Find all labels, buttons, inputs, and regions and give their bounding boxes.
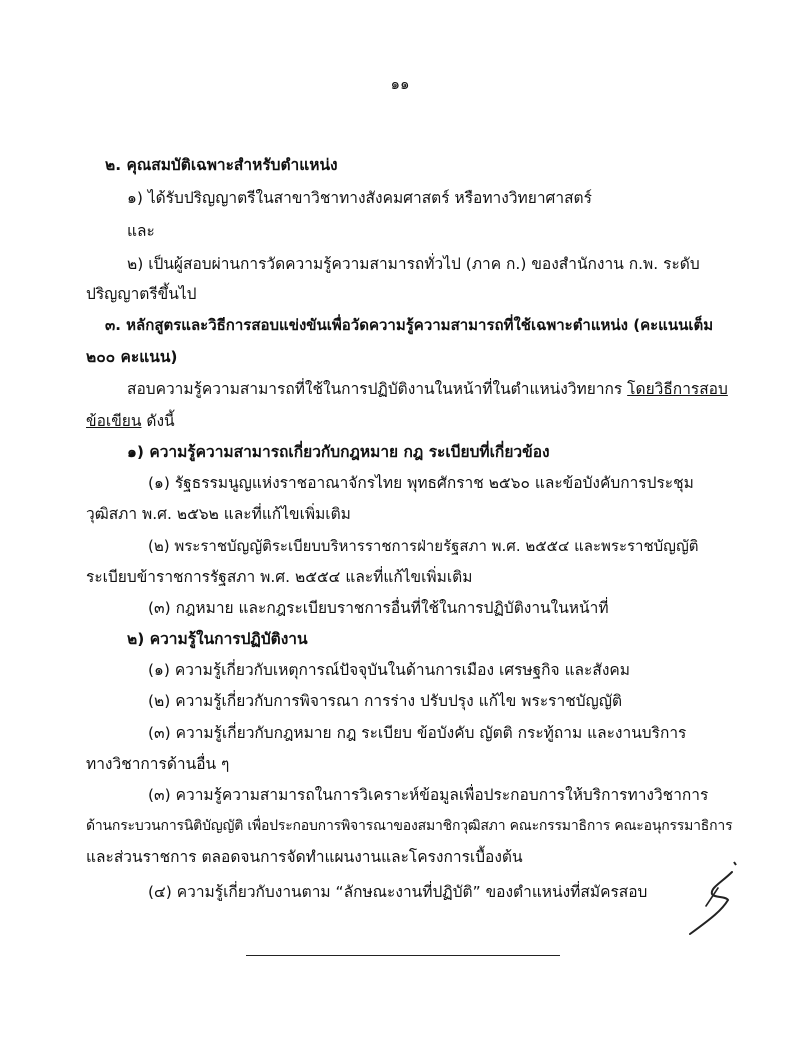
s2-item-2-line-2: ปริญญาตรีขึ้นไป (86, 285, 197, 303)
section-3-heading-line-2: ๒๐๐ คะแนน) (86, 348, 178, 366)
page-number: ๑๑ (390, 75, 410, 93)
sub-2-item-3-line-1: (๓) ความรู้เกี่ยวกับกฎหมาย กฎ ระเบียบ ข้อบังคับ ญัตติ กระทู้ถาม และงานบริการ (148, 724, 687, 742)
section-2-heading: ๒. คุณสมบัติเฉพาะสำหรับตำแหน่ง (105, 156, 338, 174)
sub-2-item-4-line-2: ด้านกระบวนการนิติบัญญัติ เพื่อประกอบการพิจารณาของสมาชิกวุฒิสภา คณะกรรมาธิการ คณะอนุกรรมาธิการ (86, 818, 733, 834)
s3-intro-underlined-2: ข้อเขียน (86, 412, 142, 430)
sub-2-item-1: (๑) ความรู้เกี่ยวกับเหตุการณ์ปัจจุบันในด้านการเมือง เศรษฐกิจ และสังคม (148, 661, 630, 679)
sub-2-item-3-line-2: ทางวิชาการด้านอื่น ๆ (86, 755, 230, 773)
s3-intro-line-2 (86, 410, 175, 432)
sub-2-item-5: (๔) ความรู้เกี่ยวกับงานตาม “ลักษณะงานที่ปฏิบัติ” ของตำแหน่งที่สมัครสอบ (148, 883, 648, 901)
bottom-divider (246, 955, 560, 956)
s3-intro-text: สอบความรู้ความสามารถที่ใช้ในการปฏิบัติงานในหน้าที่ในตำแหน่งวิทยากร (127, 380, 628, 398)
sub-1-item-1-line-2: วุฒิสภา พ.ศ. ๒๕๖๒ และที่แก้ไขเพิ่มเติม (86, 505, 351, 523)
sub-2-item-2: (๒) ความรู้เกี่ยวกับการพิจารณา การร่าง ปรับปรุง แก้ไข พระราชบัญญัติ (148, 692, 623, 710)
sub-2-item-4-line-1: (๓) ความรู้ความสามารถในการวิเคราะห์ข้อมูลเพื่อประกอบการให้บริการทางวิชาการ (148, 786, 709, 804)
sub-1-item-1-line-1: (๑) รัฐธรรมนูญแห่งราชอาณาจักรไทย พุทธศักราช ๒๕๖๐ และข้อบังคับการประชุม (148, 474, 694, 492)
sub-1-item-3: (๓) กฎหมาย และกฎระเบียบราชการอื่นที่ใช้ในการปฏิบัติงานในหน้าที่ (148, 599, 609, 617)
s2-and: และ (127, 222, 155, 240)
s2-item-2-line-1: ๒) เป็นผู้สอบผ่านการวัดความรู้ความสามารถทั่วไป (ภาค ก.) ของสำนักงาน ก.พ. ระดับ (127, 255, 700, 273)
s3-intro-underlined: โดยวิธีการสอบ (627, 380, 728, 398)
section-3-heading-line-1: ๓. หลักสูตรและวิธีการสอบแข่งขันเพื่อวัดความรู้ความสามารถที่ใช้เฉพาะตำแหน่ง (คะแนนเต็ม (105, 316, 714, 334)
sub-2-heading: ๒) ความรู้ในการปฏิบัติงาน (127, 630, 308, 648)
s3-intro-line-1 (127, 378, 728, 400)
s2-item-1: ๑) ได้รับปริญญาตรีในสาขาวิชาทางสังคมศาสตร์ หรือทางวิทยาศาสตร์ (127, 189, 592, 207)
sub-2-item-4-line-3: และส่วนราชการ ตลอดจนการจัดทำแผนงานและโครงการเบื้องต้น (86, 848, 523, 866)
s3-intro-text-2: ดังนี้ (141, 412, 175, 430)
sub-1-item-2-line-2: ระเบียบข้าราชการรัฐสภา พ.ศ. ๒๕๕๔ และที่แก้ไขเพิ่มเติม (86, 568, 473, 586)
handwritten-initial-signature (682, 858, 742, 938)
sub-1-heading: ๑) ความรู้ความสามารถเกี่ยวกับกฎหมาย กฎ ระเบียบที่เกี่ยวข้อง (127, 443, 550, 461)
sub-1-item-2-line-1: (๒) พระราชบัญญัติระเบียบบริหารราชการฝ่ายรัฐสภา พ.ศ. ๒๕๕๔ และพระราชบัญญัติ (148, 537, 699, 555)
